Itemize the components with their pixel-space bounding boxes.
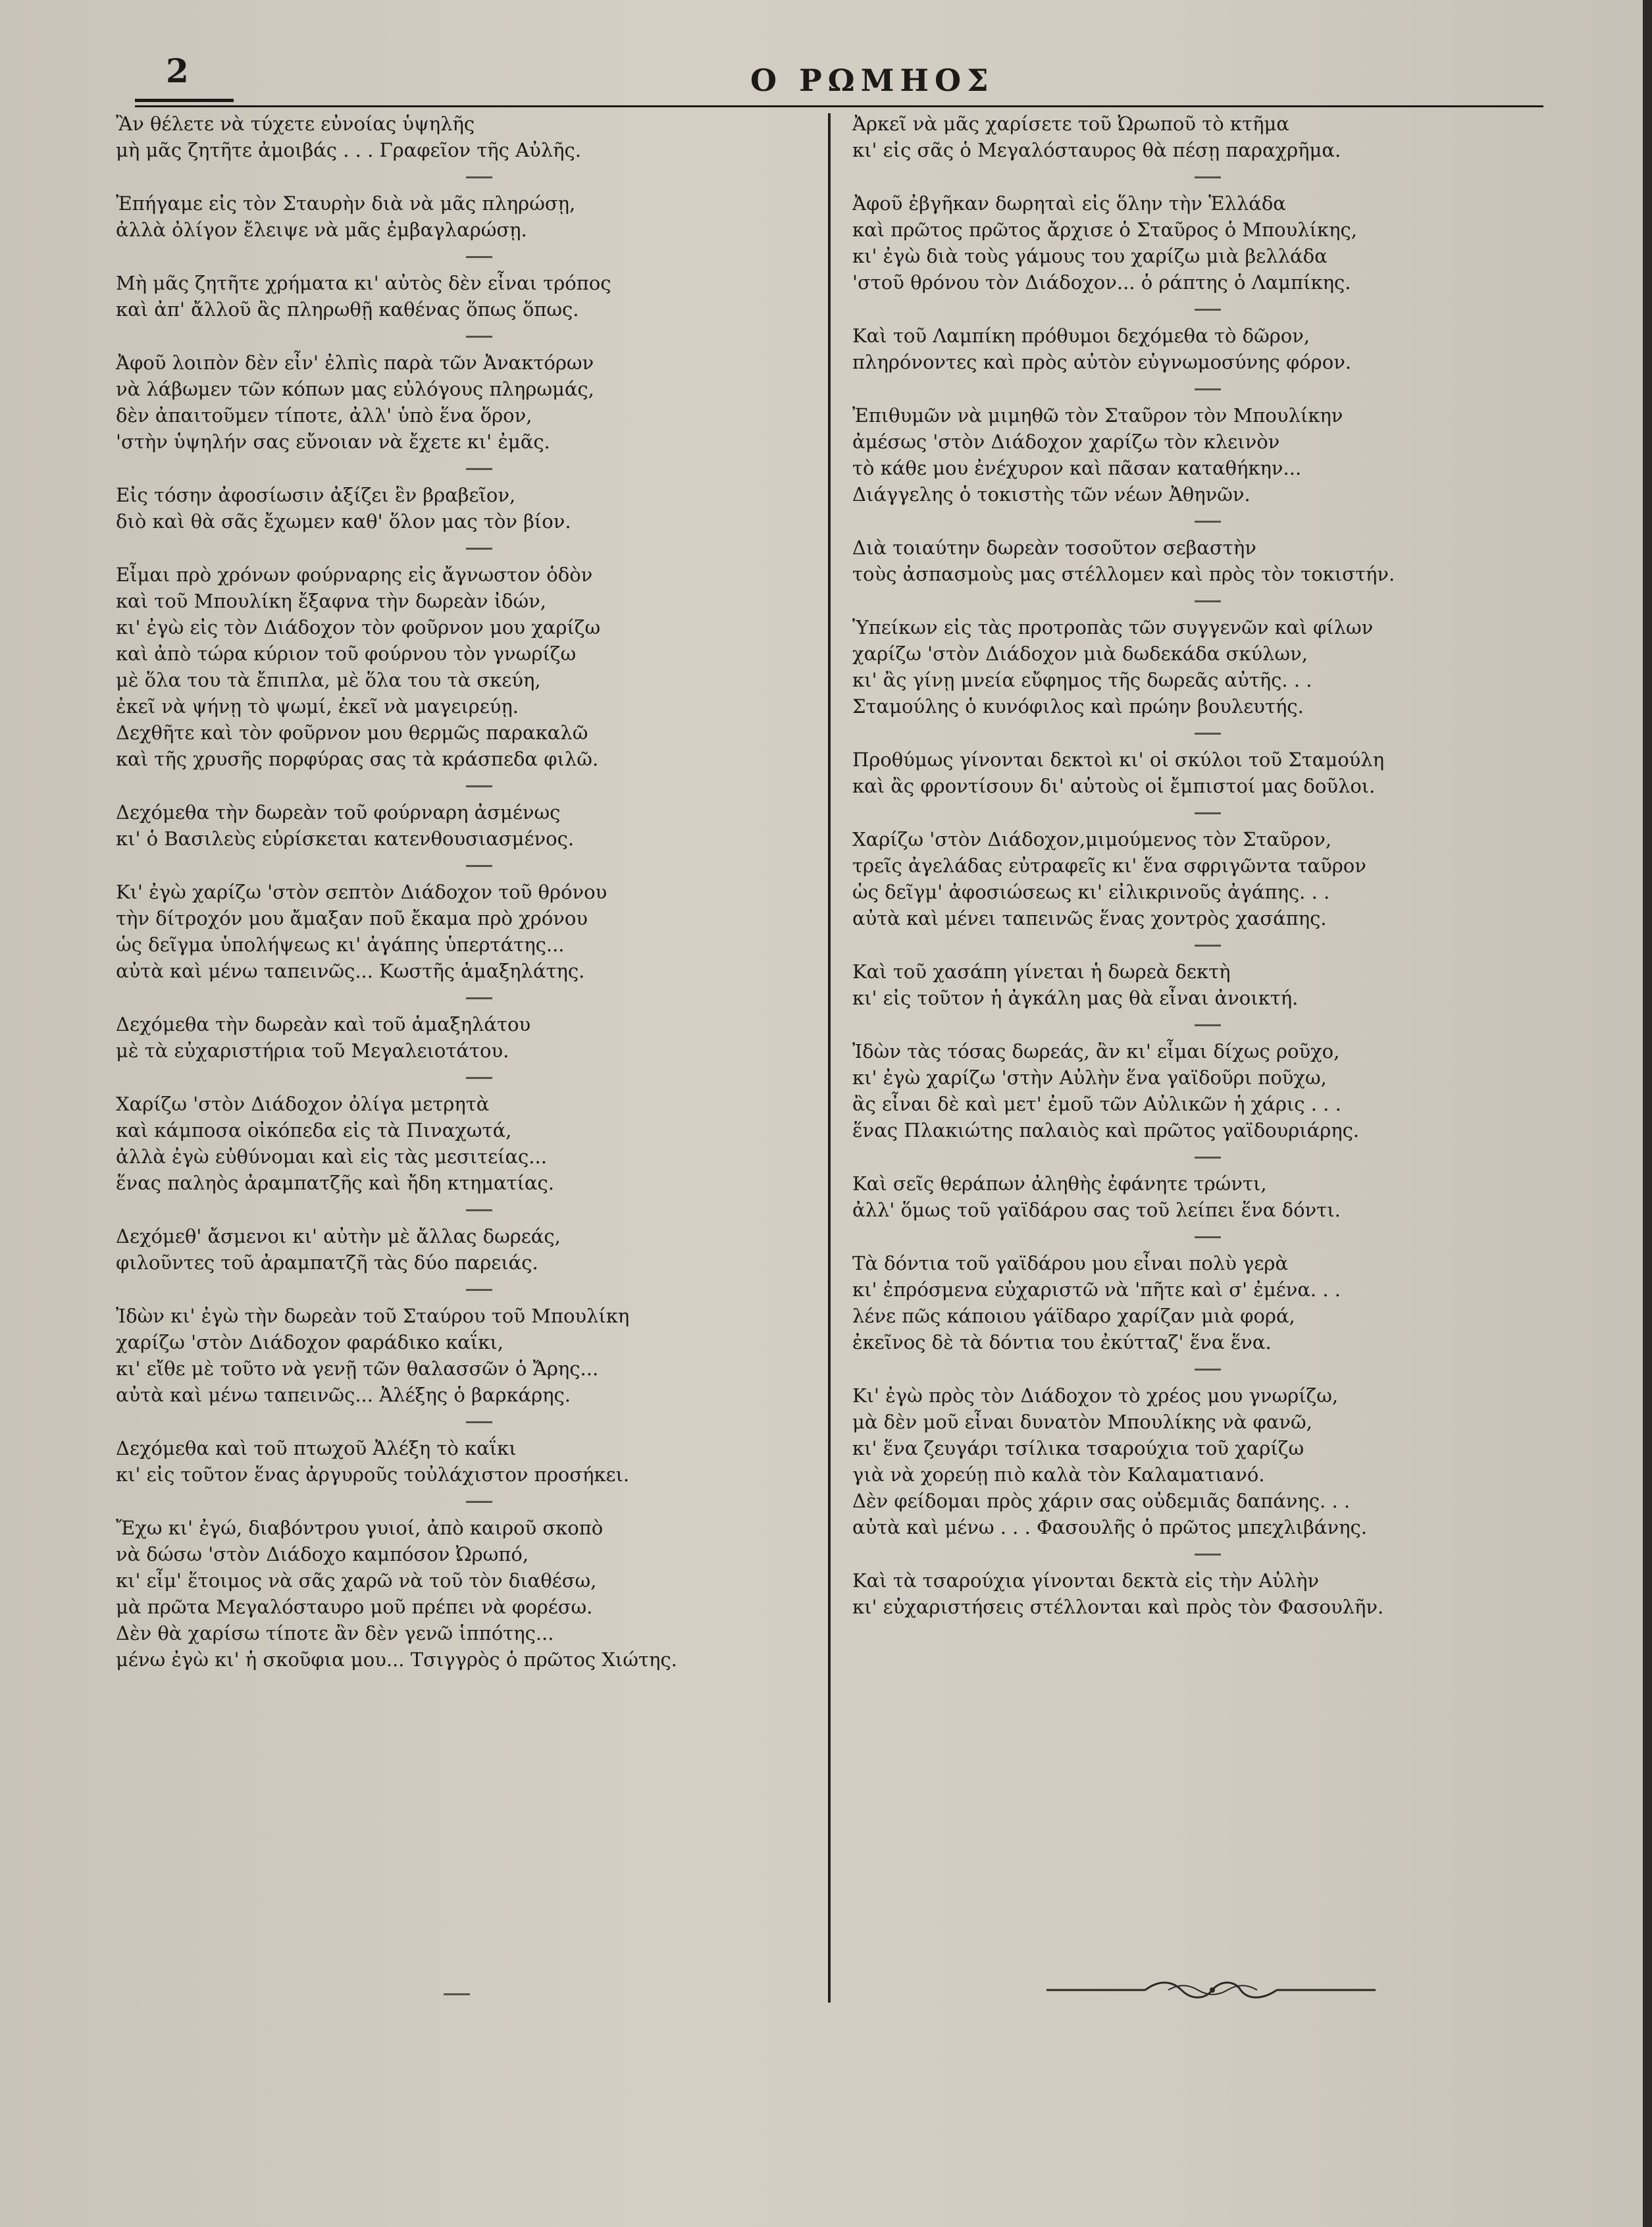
stanza-separator bbox=[466, 997, 492, 999]
stanza-separator bbox=[466, 1421, 492, 1423]
verse-line: ὡς δεῖγμ' ἀφοσιώσεως κι' εἰλικρινοῦς ἀγάπης. . . bbox=[852, 881, 1330, 903]
verse-stanza bbox=[852, 190, 1534, 296]
verse-line: ἕνας Πλακιώτης παλαιὸς καὶ πρῶτος γαϊδουριάρης. bbox=[852, 1119, 1360, 1141]
verse-line: νὰ δώσω 'στὸν Διάδοχο καμπόσον Ὠρωπό, bbox=[116, 1543, 529, 1565]
stanza-separator bbox=[1195, 600, 1221, 602]
verse-line: κι' ἐπρόσμενα εὐχαριστῶ νὰ 'πῆτε καὶ σ' ἐμένα. . . bbox=[852, 1278, 1341, 1301]
verse-stanza bbox=[116, 270, 800, 323]
left-column bbox=[116, 111, 800, 1673]
verse-line: ἂς εἶναι δὲ καὶ μετ' ἐμοῦ τῶν Αὐλικῶν ἡ χάρις . . . bbox=[852, 1093, 1341, 1115]
verse-line: Σταμούλης ὁ κυνόφιλος καὶ πρώην βουλευτής. bbox=[852, 695, 1304, 718]
stanza-separator bbox=[466, 1077, 492, 1079]
verse-stanza bbox=[116, 482, 800, 535]
verse-line: καὶ ἀπὸ τώρα κύριον τοῦ φούρνου τὸν γνωρίζω bbox=[116, 642, 577, 665]
stanza-separator bbox=[1195, 733, 1221, 735]
verse-line: Διάγγελης ὁ τοκιστὴς τῶν νέων Ἀθηνῶν. bbox=[852, 483, 1251, 506]
verse-line: Καὶ σεῖς θεράπων ἀληθὴς ἐφάνητε τρώντι, bbox=[852, 1172, 1267, 1195]
verse-line: ἀμέσως 'στὸν Διάδοχον χαρίζω τὸν κλεινὸν bbox=[852, 431, 1280, 453]
verse-line: Ἔχω κι' ἐγώ, διαβόντρου γυιοί, ἀπὸ καιροῦ σκοπὸ bbox=[116, 1517, 604, 1539]
verse-line: Καὶ τοῦ χασάπη γίνεται ἡ δωρεὰ δεκτὴ bbox=[852, 960, 1231, 983]
verse-line: μὴ μᾶς ζητῆτε ἀμοιβάς . . . Γραφεῖον τῆς Αὐλῆς. bbox=[116, 139, 581, 161]
verse-line: αὐτὰ καὶ μένω ταπεινῶς... Κωστῆς ἁμαξηλάτης. bbox=[116, 960, 585, 982]
verse-line: Τὰ δόντια τοῦ γαϊδάρου μου εἶναι πολὺ γερὰ bbox=[852, 1252, 1289, 1274]
verse-stanza bbox=[116, 350, 800, 455]
verse-line: κι' εἰς τοῦτον ἡ ἀγκάλη μας θὰ εἶναι ἀνοικτή. bbox=[852, 987, 1299, 1009]
verse-stanza bbox=[116, 190, 800, 243]
verse-stanza bbox=[116, 1091, 800, 1196]
verse-line: μὰ πρῶτα Μεγαλόσταυρο μοῦ πρέπει νὰ φορέσω. bbox=[116, 1596, 593, 1618]
stanza-separator bbox=[1195, 1554, 1221, 1556]
verse-stanza bbox=[116, 562, 800, 772]
verse-line: χαρίζω 'στὸν Διάδοχον μιὰ δωδεκάδα σκύλων, bbox=[852, 642, 1308, 665]
verse-line: μὰ δὲν μοῦ εἶναι δυνατὸν Μπουλίκης νὰ φανῶ, bbox=[852, 1411, 1312, 1433]
verse-line: ἐκεῖ νὰ ψήνῃ τὸ ψωμί, ἐκεῖ νὰ μαγειρεύῃ. bbox=[116, 695, 519, 718]
verse-line: καὶ ἂς φροντίσουν δι' αὐτοὺς οἱ ἔμπιστοί μας δοῦλοι. bbox=[852, 775, 1376, 797]
verse-stanza bbox=[852, 1567, 1534, 1620]
verse-line: Χαρίζω 'στὸν Διάδοχον ὀλίγα μετρητὰ bbox=[116, 1093, 490, 1115]
verse-stanza bbox=[852, 323, 1534, 375]
stanza-separator bbox=[466, 548, 492, 550]
verse-line: κι' εὐχαριστήσεις στέλλονται καὶ πρὸς τὸν Φασουλῆν. bbox=[852, 1596, 1384, 1618]
column-divider bbox=[828, 113, 831, 2003]
verse-line: Ἀρκεῖ νὰ μᾶς χαρίσετε τοῦ Ὠρωποῦ τὸ κτῆμα bbox=[852, 113, 1289, 135]
verse-line: μὲ ὅλα του τὰ ἔπιπλα, μὲ ὅλα του τὰ σκεύη, bbox=[116, 669, 541, 691]
verse-line: ἀλλὰ ἐγὼ εὐθύνομαι καὶ εἰς τὰς μεσιτείας... bbox=[116, 1145, 547, 1168]
verse-line: Ἐπήγαμε εἰς τὸν Σταυρὴν διὰ νὰ μᾶς πληρώσῃ, bbox=[116, 192, 576, 215]
verse-line: ἕνας παληὸς ἀραμπατζῆς καὶ ἤδη κτηματίας. bbox=[116, 1172, 555, 1194]
verse-line: τρεῖς ἀγελάδας εὐτραφεῖς κι' ἕνα σφριγῶντα ταῦρον bbox=[852, 854, 1366, 877]
page-number: 2 bbox=[166, 51, 189, 90]
verse-line: κι' εἰς σᾶς ὁ Μεγαλόσταυρος θὰ πέσῃ παραχρῆμα. bbox=[852, 139, 1341, 161]
verse-line: Δεχόμεθα τὴν δωρεὰν τοῦ φούρναρη ἀσμένως bbox=[116, 801, 561, 824]
stanza-separator bbox=[1195, 1369, 1221, 1371]
verse-line: λένε πῶς κάποιου γάϊδαρο χαρίζαν μιὰ φορά, bbox=[852, 1305, 1295, 1327]
verse-line: νὰ λάβωμεν τῶν κόπων μας εὐλόγους πληρωμάς, bbox=[116, 378, 594, 400]
stanza-separator bbox=[1195, 945, 1221, 947]
verse-line: κι' ἕνα ζευγάρι τσίλικα τσαρούχια τοῦ χαρίζω bbox=[852, 1437, 1304, 1459]
verse-line: Ἀφοῦ λοιπὸν δὲν εἶν' ἐλπὶς παρὰ τῶν Ἀνακτόρων bbox=[116, 352, 594, 374]
verse-stanza bbox=[852, 826, 1534, 931]
verse-line: Κι' ἐγὼ χαρίζω 'στὸν σεπτὸν Διάδοχον τοῦ θρόνου bbox=[116, 881, 607, 903]
verse-stanza bbox=[852, 111, 1534, 163]
running-title: Ο ΡΩΜΗΟΣ bbox=[750, 63, 994, 98]
verse-stanza bbox=[852, 402, 1534, 508]
verse-line: Προθύμως γίνονται δεκτοὶ κι' οἱ σκύλοι τοῦ Σταμούλη bbox=[852, 748, 1385, 771]
verse-line: Ἐπιθυμῶν νὰ μιμηθῶ τὸν Σταῦρον τὸν Μπουλίκην bbox=[852, 404, 1343, 427]
verse-stanza bbox=[852, 958, 1534, 1011]
verse-line: Δεχθῆτε καὶ τὸν φοῦρνον μου θερμῶς παρακαλῶ bbox=[116, 721, 588, 744]
verse-line: Καὶ τοῦ Λαμπίκη πρόθυμοι δεχόμεθα τὸ δῶρον, bbox=[852, 325, 1310, 347]
verse-line: αὐτὰ καὶ μένω ταπεινῶς... Ἀλέξης ὁ βαρκάρης. bbox=[116, 1384, 571, 1406]
verse-line: Δεχόμεθ' ἄσμενοι κι' αὐτὴν μὲ ἄλλας δωρεάς, bbox=[116, 1225, 561, 1247]
verse-stanza bbox=[116, 1435, 800, 1488]
verse-line: ὡς δεῖγμα ὑπολήψεως κι' ἀγάπης ὑπερτάτης... bbox=[116, 933, 565, 956]
verse-line: αὐτὰ καὶ μένει ταπεινῶς ἕνας χοντρὸς χασάπης. bbox=[852, 907, 1327, 930]
verse-line: κι' ἐγὼ εἰς τὸν Διάδοχον τὸν φοῦρνον μου χαρίζω bbox=[116, 616, 601, 639]
verse-stanza bbox=[116, 799, 800, 852]
verse-line: Ἰδὼν κι' ἐγὼ τὴν δωρεὰν τοῦ Σταύρου τοῦ Μπουλίκη bbox=[116, 1305, 630, 1327]
verse-line: κι' εἰς τοῦτον ἕνας ἀργυροῦς τοὐλάχιστον προσήκει. bbox=[116, 1463, 630, 1486]
verse-stanza bbox=[852, 1170, 1534, 1223]
verse-line: πληρόνοντες καὶ πρὸς αὐτὸν εὐγνωμοσύνης φόρον. bbox=[852, 351, 1352, 373]
verse-stanza bbox=[852, 1250, 1534, 1355]
stanza-separator bbox=[1195, 521, 1221, 523]
stanza-separator bbox=[1195, 388, 1221, 390]
verse-line: Καὶ τὰ τσαρούχια γίνονται δεκτὰ εἰς τὴν Αὐλὴν bbox=[852, 1569, 1320, 1592]
verse-line: 'στὴν ὑψηλήν σας εὔνοιαν νὰ ἔχετε κι' ἐμᾶς. bbox=[116, 431, 550, 453]
verse-line: μένω ἐγὼ κι' ἡ σκοῦφια μου... Τσιγγρὸς ὁ πρῶτος Χιώτης. bbox=[116, 1648, 677, 1671]
stanza-separator bbox=[466, 1501, 492, 1503]
stanza-separator bbox=[466, 468, 492, 470]
verse-line: χαρίζω 'στὸν Διάδοχον φαράδικο καΐκι, bbox=[116, 1331, 503, 1353]
verse-line: Διὰ τοιαύτην δωρεὰν τοσοῦτον σεβαστὴν bbox=[852, 537, 1256, 559]
stanza-separator bbox=[444, 1993, 470, 1995]
stanza-separator bbox=[466, 256, 492, 258]
verse-line: φιλοῦντες τοῦ ἀραμπατζῆ τὰς δύο παρειάς. bbox=[116, 1251, 538, 1274]
stanza-separator bbox=[466, 1209, 492, 1211]
verse-line: Χαρίζω 'στὸν Διάδοχον,μιμούμενος τὸν Σταῦρον, bbox=[852, 828, 1332, 851]
verse-stanza bbox=[852, 535, 1534, 587]
verse-stanza bbox=[852, 1038, 1534, 1143]
verse-line: αὐτὰ καὶ μένω . . . Φασουλῆς ὁ πρῶτος μπεχλιβάνης. bbox=[852, 1516, 1367, 1538]
verse-line: τὸ κάθε μου ἐνέχυρον καὶ πᾶσαν καταθήκην... bbox=[852, 457, 1302, 479]
verse-stanza bbox=[852, 614, 1534, 720]
verse-line: τοὺς ἀσπασμοὺς μας στέλλομεν καὶ πρὸς τὸν τοκιστήν. bbox=[852, 563, 1395, 585]
stanza-separator bbox=[466, 1289, 492, 1291]
verse-line: καὶ τοῦ Μπουλίκη ἔξαφνα τὴν δωρεὰν ἰδών, bbox=[116, 590, 547, 612]
verse-line: δὲν ἀπαιτοῦμεν τίποτε, ἀλλ' ὑπὸ ἕνα ὅρον, bbox=[116, 404, 532, 427]
stanza-separator bbox=[1195, 1236, 1221, 1238]
verse-line: Κι' ἐγὼ πρὸς τὸν Διάδοχον τὸ χρέος μου γνωρίζω, bbox=[852, 1384, 1339, 1407]
verse-line: κι' εἴθε μὲ τοῦτο νὰ γενῇ τῶν θαλασσῶν ὁ Ἄρης... bbox=[116, 1357, 599, 1380]
stanza-separator bbox=[1195, 309, 1221, 311]
stanza-separator bbox=[1195, 1024, 1221, 1026]
verse-line: γιὰ νὰ χορεύῃ πιὸ καλὰ τὸν Καλαματιανό. bbox=[852, 1463, 1265, 1486]
verse-line: Ὑπείκων εἰς τὰς προτροπὰς τῶν συγγενῶν καὶ φίλων bbox=[852, 616, 1374, 639]
verse-line: κι' ἂς γίνῃ μνεία εὔφημος τῆς δωρεᾶς αὐτῆς. . . bbox=[852, 669, 1312, 691]
verse-line: ἐκεῖνος δὲ τὰ δόντια του ἐκύτταζ' ἕνα ἕνα. bbox=[852, 1331, 1272, 1353]
verse-stanza bbox=[852, 1382, 1534, 1540]
verse-line: Ἰδὼν τὰς τόσας δωρεάς, ἂν κι' εἶμαι δίχως ροῦχο, bbox=[852, 1040, 1340, 1062]
verse-line: διὸ καὶ θὰ σᾶς ἔχωμεν καθ' ὅλον μας τὸν βίον. bbox=[116, 510, 571, 533]
verse-line: Μὴ μᾶς ζητῆτε χρήματα κι' αὐτὸς δὲν εἶναι τρόπος bbox=[116, 272, 611, 294]
verse-line: τὴν δίτροχόν μου ἄμαξαν ποῦ ἔκαμα πρὸ χρόνου bbox=[116, 907, 588, 930]
verse-line: Δεχόμεθα καὶ τοῦ πτωχοῦ Ἀλέξη τὸ καΐκι bbox=[116, 1437, 517, 1459]
verse-stanza bbox=[116, 111, 800, 163]
header-rule-short bbox=[135, 99, 234, 102]
verse-line: Εἶμαι πρὸ χρόνων φούρναρης εἰς ἄγνωστον ὁδὸν bbox=[116, 563, 593, 586]
stanza-separator bbox=[466, 176, 492, 178]
verse-line: καὶ ἀπ' ἄλλοῦ ἂς πληρωθῇ καθένας ὅπως ὅπως. bbox=[116, 298, 579, 321]
verse-line: Δὲν φείδομαι πρὸς χάριν σας οὐδεμιᾶς δαπάνης. . . bbox=[852, 1490, 1351, 1512]
verse-line: ἀλλ' ὅμως τοῦ γαϊδάρου σας τοῦ λείπει ἕνα δόντι. bbox=[852, 1199, 1341, 1221]
verse-line: 'στοῦ θρόνου τὸν Διάδοχον... ὁ ράπτης ὁ Λαμπίκης. bbox=[852, 271, 1351, 294]
verse-line: κι' εἶμ' ἕτοιμος νὰ σᾶς χαρῶ νὰ τοῦ τὸν διαθέσω, bbox=[116, 1569, 597, 1592]
verse-line: καὶ πρῶτος πρῶτος ἄρχισε ὁ Σταῦρος ὁ Μπουλίκης, bbox=[852, 219, 1357, 241]
scan-edge bbox=[1643, 0, 1652, 2227]
verse-line: Δεχόμεθα τὴν δωρεὰν καὶ τοῦ ἁμαξηλάτου bbox=[116, 1013, 531, 1035]
verse-line: Δὲν θὰ χαρίσω τίποτε ἂν δὲν γενῶ ἱππότης... bbox=[116, 1622, 554, 1644]
tail-ornament bbox=[1040, 1974, 1382, 2006]
header-rule bbox=[135, 105, 1543, 107]
stanza-separator bbox=[466, 785, 492, 787]
verse-line: κι' ἐγὼ χαρίζω 'στὴν Αὐλὴν ἕνα γαϊδοῦρι ποῦχω, bbox=[852, 1066, 1327, 1089]
verse-stanza bbox=[116, 1303, 800, 1408]
verse-line: καὶ τῆς χρυσῆς πορφύρας σας τὰ κράσπεδα φιλῶ. bbox=[116, 748, 599, 770]
verse-stanza bbox=[852, 747, 1534, 799]
verse-line: κι' ἐγὼ διὰ τοὺς γάμους του χαρίζω μιὰ βελλάδα bbox=[852, 245, 1328, 267]
stanza-separator bbox=[466, 865, 492, 867]
stanza-separator bbox=[1195, 176, 1221, 178]
verse-line: κι' ὁ Βασιλεὺς εὑρίσκεται κατενθουσιασμένος. bbox=[116, 827, 575, 850]
verse-stanza bbox=[116, 1223, 800, 1276]
verse-stanza bbox=[116, 879, 800, 984]
verse-line: μὲ τὰ εὐχαριστήρια τοῦ Μεγαλειοτάτου. bbox=[116, 1039, 509, 1062]
stanza-separator bbox=[1195, 1157, 1221, 1159]
verse-stanza bbox=[116, 1011, 800, 1064]
verse-line: Ἀφοῦ ἐβγῆκαν δωρηταὶ εἰς ὅλην τὴν Ἑλλάδα bbox=[852, 192, 1286, 215]
verse-line: καὶ κάμποσα οἰκόπεδα εἰς τὰ Πιναχωτά, bbox=[116, 1119, 512, 1141]
stanza-separator bbox=[466, 336, 492, 338]
verse-stanza bbox=[116, 1515, 800, 1673]
verse-line: Ἂν θέλετε νὰ τύχετε εὐνοίας ὑψηλῆς bbox=[116, 113, 475, 135]
stanza-separator bbox=[1195, 812, 1221, 814]
right-column bbox=[852, 111, 1534, 1620]
verse-line: ἀλλὰ ὀλίγον ἔλειψε νὰ μᾶς ἐμβαγλαρώσῃ. bbox=[116, 219, 527, 241]
verse-line: Εἰς τόσην ἀφοσίωσιν ἀξίζει ἓν βραβεῖον, bbox=[116, 484, 516, 506]
